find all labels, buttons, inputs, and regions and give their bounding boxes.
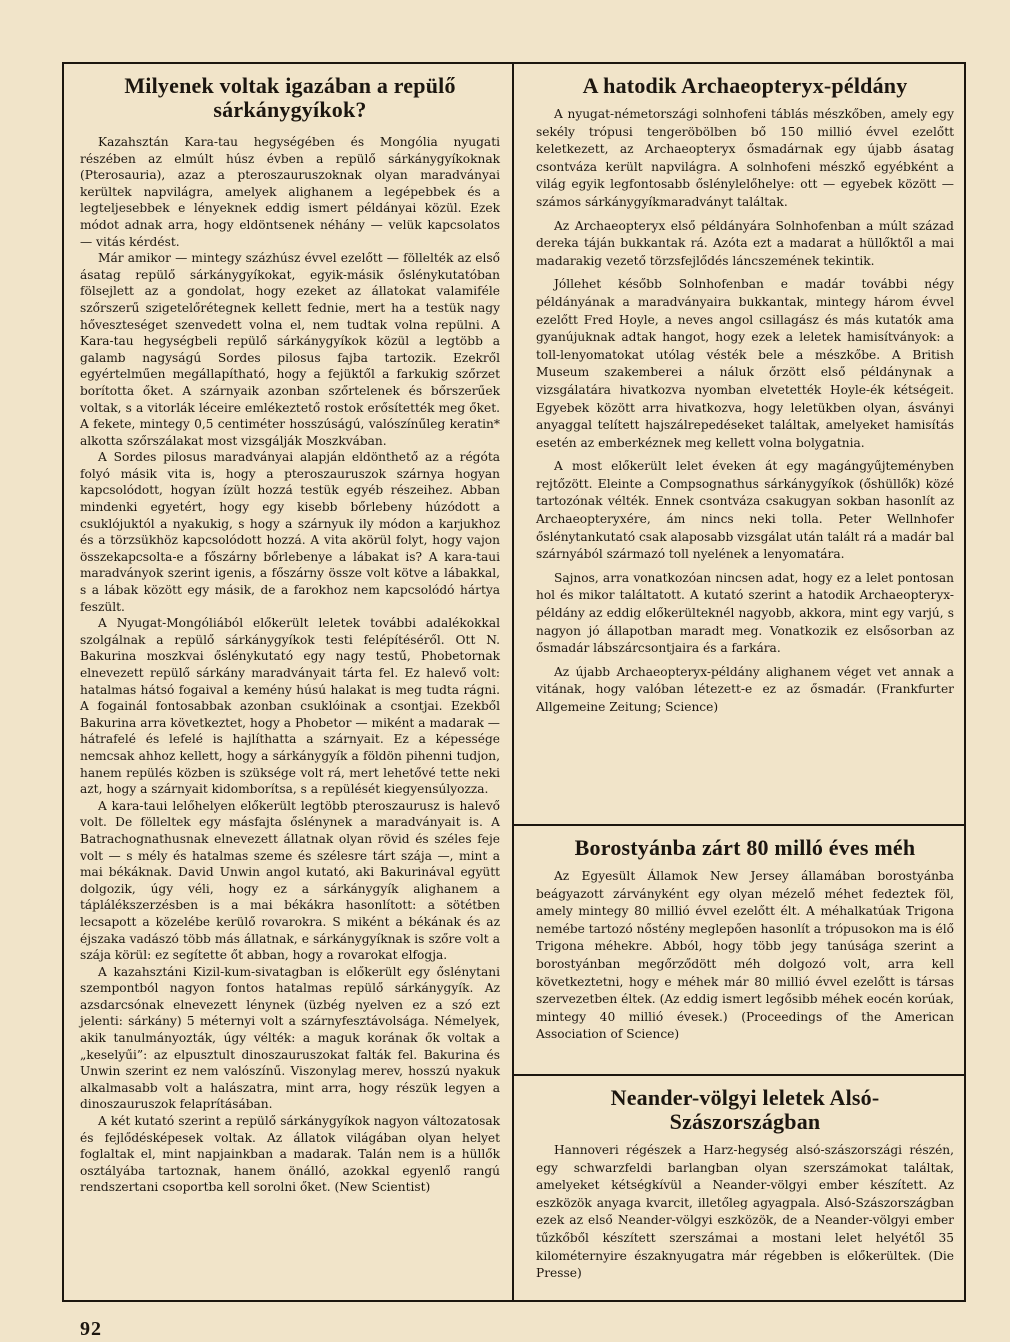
- article-paragraph: A kazahsztáni Kizil-kum-sivatagban is előkerült egy őslénytani szempontból nagyon fontos hatalmas repülő sárkánygyík. Az azsdarcsónak elnevezett lénynek (üzbég nyelven ez a szó ezt jelenti: sárkány) 5 méternyi volt a szárnyfesztávolsága. Némelyek, akik tanulmányozták, úgy vélték: a maguk korának ők voltak a „keselyűi”: az elpusztult dinoszauruszokat falták fel. Bakurina és Unwin szerint ez nem valószínű. Viszonylag merev, hosszú nyakuk alkalmasabb volt a halászatra, mint arra, hogy részük legyen a dinoszauruszok felaprításában.: [80, 964, 500, 1112]
- article-paragraph: Jóllehet később Solnhofenban e madár további négy példányának a maradványaira bukkantak, mintegy három évvel ezelőtt Fred Hoyle, a neves angol csillagász és más kutatók ama gyanújuknak adtak hangot, hogy ezek a leletek hamisítványok: a toll-lenyomatokat utólag vésték bele a mészkőbe. A British Museum szakemberei a náluk őrzött első példánynak a vizsgálatára hivatkozva nyomban elvetették Hoyle-ék kétségeit. Egyebek között arra hivatkozva, hogy leletükben olyan, ásványi anyaggal telített hajszálrepedéseket találtak, amelyeket hamisítás esetén az emberkéznek meg kellett volna bolygatnia.: [536, 277, 954, 450]
- article-title: Borostyánba zárt 80 milló éves méh: [574, 835, 916, 860]
- article-paragraph: Az Archaeopteryx első példányára Solnhofenban a múlt század dereka táján bukkantak rá. Azóta ezt a madarat a hüllőktől a mai madarakig vezető törzsfejlődés láncszemének tekintik.: [536, 218, 954, 268]
- article-title: Neander-völgyi leletek Alsó-Szászországban: [610, 1085, 880, 1134]
- article-paragraph: Sajnos, arra vonatkozóan nincsen adat, hogy ez a lelet pontosan hol és mikor találtatott. A kutató szerint a hatodik Archaeopteryx-példány az eddig előkerülteknél nagyobb, akkora, mint egy varjú, s nagyon jó állapotban maradt meg. Vonatkozik ez elsősorban az ősmadár lábszárcsontjaira és a farkára.: [536, 570, 954, 656]
- article-paragraph: A Sordes pilosus maradványai alapján eldönthető az a régóta folyó másik vita is, hogy a pteroszauruszok szárnya hogyan kapcsolódott, hogyan ízült hozzá testük egyéb részeihez. Abban mindenki egyetért, hogy egy kisebb bőrlebeny húzódott a csuklójuktól a nyakukig, s hogy a szárnyuk ily módon a karjukhoz és a törzsükhöz kapcsolódott hozzá. A vita akörül folyt, hogy vajon összekapcsolta-e a főszárny bőrlebenye a lábakat is? A kara-taui maradványok szerint igenis, a főszárny össze volt kötve a lábakkal, s a lábak között egy másik, de a farokhoz nem kapcsolódó hártya feszült.: [80, 450, 500, 614]
- amber-bee-article: [514, 826, 964, 1076]
- neanderthal-article: [514, 1076, 964, 1300]
- article-title: A hatodik Archaeopteryx-példány: [582, 73, 908, 98]
- article-paragraph: Már amikor — mintegy százhúsz évvel ezelőtt — föllelték az első ásatag repülő sárkánygyíkokat, egyik-másik őslénykutatóban fölsejlett az a gondolat, hogy ezeket az állatokat valamiféle szőrszerű szigetelőrétegnek kellett fednie, mert ha a testük nagy hőveszteséget szenvedett volna el, nem tudtak volna repülni. A Kara-tau hegységbeli repülő sárkánygyíkok közül a legtöbb a galamb nagyságú Sordes pilosus fajba tartozik. Ezekről egyértelműen megállapítható, hogy a fejüktől a farkukig szőrzet borította őket. A szárnyaik azonban szőrtelenek és bőrszerűek voltak, s a vitorlák léceire emlékeztető rostok erősítették meg őket. A fekete, mintegy 0,5 centiméter hosszúságú, valószínűleg keratin* alkotta szőrszálakat most vizsgálják Moszkvában.: [80, 251, 500, 448]
- article-paragraph: A most előkerült lelet éveken át egy magángyűjteményben rejtőzött. Eleinte a Compsognathus sárkánygyíkok (őshüllők) közé tartozónak vélték. Ennek csontváza csakugyan sokban hasonlít az Archaeopteryxére, ám nincs neki tolla. Peter Wellnhofer őslénytankutató csak alaposabb vizsgálat után talált rá a madár bal szárnyából származó toll nyelének a lenyomatára.: [536, 459, 954, 562]
- article-paragraph: Hannoveri régészek a Harz-hegység alsó-szászországi részén, egy schwarzfeldi barlangban olyan szerszámokat találtak, amelyeket kétségkívül a Neander-völgyi ember készített. Az eszközök anyaga kvarcit, illetőleg agyagpala. Alsó-Szászországban ezek az első Neander-völgyi eszközök, de a Neander-völgyi ember tűzkőből készített szerszámai a mostani lelet helyétől 35 kilométernyire északnyugatra már régebben is előkerültek. (Die Presse): [536, 1143, 954, 1281]
- page-number: 92: [80, 1318, 102, 1340]
- archaeopteryx-article: [514, 64, 964, 826]
- article-paragraph: A két kutató szerint a repülő sárkánygyíkok nagyon változatosak és fejlődésképesek voltak. Az állatok világában olyan helyet foglaltak el, mint napjainkban a madarak. Talán nem is a hüllők osztályába tartoznak, hanem önálló, azokkal egyenlő rangú rendszertani csoportba kell sorolni őket. (New Scientist): [80, 1114, 500, 1195]
- article-paragraph: Az Egyesült Államok New Jersey államában borostyánba beágyazott zárványként egy olyan mézelő méhet fedeztek föl, amely mintegy 80 millió évvel ezelőtt élt. A méhalkatúak Trigona nemébe tartozó nőstény meglepően hasonlít a trópusokon ma is élő Trigona méhekre. Abból, hogy több jegy tanúsága szerint a borostyánban megőrződött méh dolgozó volt, arra kell következtetni, hogy e méhek már 80 millió évvel ezelőtt is társas szervezetben éltek. (Az eddig ismert legősibb méhek eocén korúak, mintegy 40 millió évesek.) (Proceedings of the American Association of Science): [536, 869, 954, 1042]
- article-paragraph: A Nyugat-Mongóliából előkerült leletek további adalékokkal szolgálnak a repülő sárkánygyíkok testi felépítéséről. Ott N. Bakurina moszkvai őslénykutató egy nagy testű, Phobetornak elnevezett repülő sárkány maradványait tárta fel. Ez halevő volt: hatalmas hátsó fogaival a kemény húsú halakat is meg tudta rágni. A fogainál fontosabbak azonban csuklóinak a csontjai. Ezekből Bakurina arra következtet, hogy a Phobetor — miként a madarak — hátrafelé és lefelé is hajlíthatta a szárnyait. Ez a képessége nemcsak ahhoz kellett, hogy a sárkánygyík a földön pihenni tudjon, hanem repülés közben is szüksége volt rá, mert lehetővé tette neki azt, hogy a szárnyait kidomborítsa, s a repülését kiegyensúlyozza.: [80, 616, 500, 797]
- right-column: [514, 64, 964, 1300]
- pterosaur-article: [64, 64, 514, 1300]
- article-paragraph: Az újabb Archaeopteryx-példány alighanem véget vet annak a vitának, hogy valóban létezett-e ez az ősmadár. (Frankfurter Allgemeine Zeitung; Science): [536, 664, 954, 714]
- article-paragraph: A kara-taui lelőhelyen előkerült legtöbb pteroszaurusz is halevő volt. De fölleltek egy másfajta őslénynek a maradványait is. A Batrachognathusnak elnevezett állatnak olyan rövid és széles feje volt — s mély és hatalmas szeme és szélesre tárt szája —, mint a mai békáknak. David Unwin angol kutató, aki Bakurinával együtt dolgozik, úgy véli, hogy ez a sárkánygyík alighanem a táplálékszerzésben is a mai békákra hasonlított: a sötétben lecsapott a közelébe kerülő rovarokra. S miként a békának és az éjszaka vadászó több más állatnak, e sárkánygyíknak is szőre volt a szája körül: ez segítette őt abban, hogy a rovarokat elfogja.: [80, 798, 500, 963]
- article-paragraph: A nyugat-németországi solnhofeni táblás mészkőben, amely egy sekély trópusi tengeröbölben bő 150 millió évvel ezelőtt keletkezett, az Archaeopteryx ősmadárnak egy újabb ásatag csontváza került napvilágra. A solnhofeni mészkő egyébként a világ egyik legfontosabb őslénylelőhelye: ott — egyebek között — számos sárkánygyíkmaradványt találtak.: [536, 107, 954, 209]
- article-paragraph: Kazahsztán Kara-tau hegységében és Mongólia nyugati részében az elmúlt húsz évben a repülő sárkánygyíkoknak (Pterosauria), azaz a pteroszauruszoknak olyan maradványai kerültek napvilágra, amelyek alighanem a legépebbek és a legteljesebbek e lényeknek eddig ismert példányai közül. Ezek módot adnak arra, hogy eldöntsenek néhány — velük kapcsolatos — vitás kérdést.: [80, 135, 500, 249]
- article-title: Milyenek voltak igazában a repülő sárkánygyíkok?: [124, 73, 456, 122]
- page-frame: [62, 62, 966, 1302]
